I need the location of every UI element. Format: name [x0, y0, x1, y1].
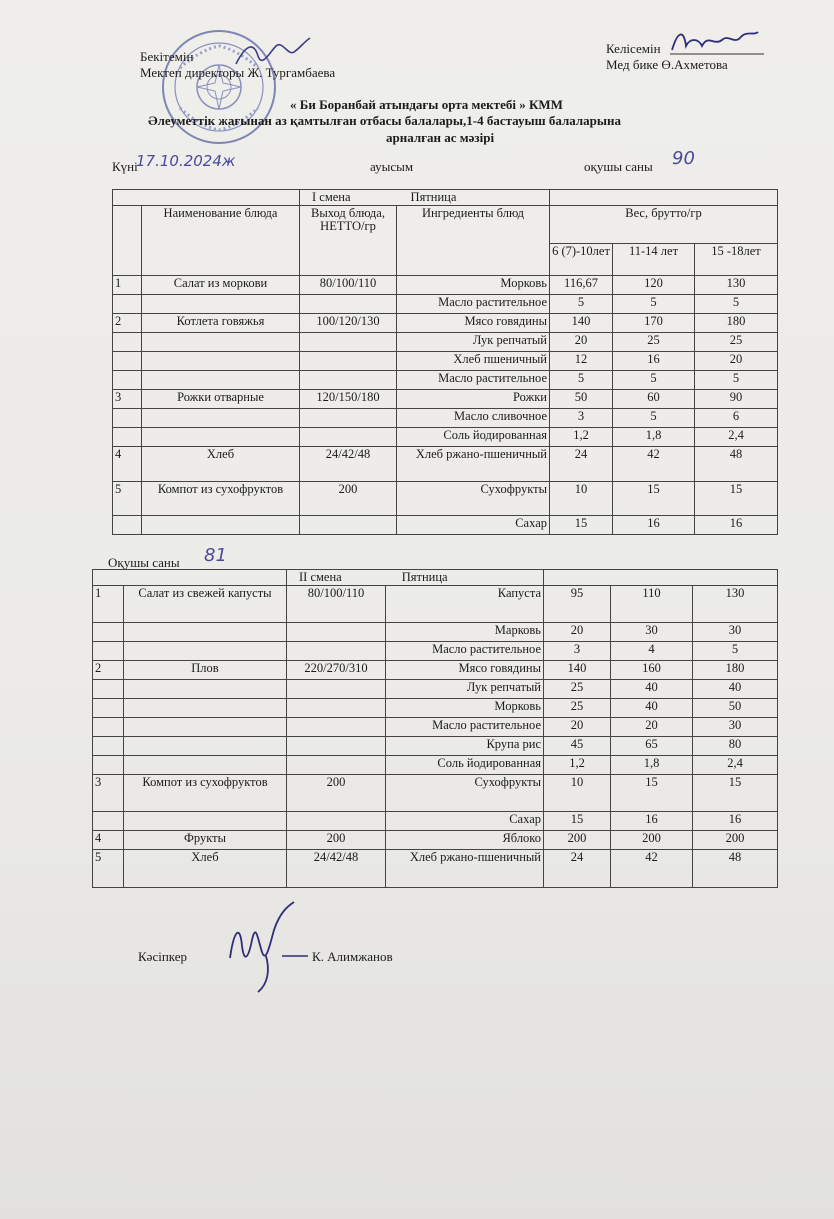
dish-name — [142, 428, 300, 447]
weight-age2: 60 — [613, 390, 695, 409]
table-row — [113, 390, 778, 409]
row-number — [113, 333, 142, 352]
ingredient: Масло растительное — [386, 718, 544, 737]
ingredient: Морковь — [386, 699, 544, 718]
age-group-1: 6 (7)-10лет — [550, 244, 613, 276]
weight-age1: 20 — [544, 718, 611, 737]
weight-age3: 80 — [693, 737, 778, 756]
weight-age3: 16 — [695, 516, 778, 535]
dish-yield — [287, 623, 386, 642]
age-group-2: 11-14 лет — [613, 244, 695, 276]
weight-age2: 15 — [613, 482, 695, 516]
dish-name — [124, 756, 287, 775]
ingredient: Масло растительное — [397, 371, 550, 390]
table1-body — [113, 276, 778, 535]
row-number: 3 — [93, 775, 124, 812]
weight-age1: 25 — [544, 699, 611, 718]
ingredient: Масло сливочное — [397, 409, 550, 428]
table-row — [113, 314, 778, 333]
dish-name — [142, 295, 300, 314]
row-number — [113, 295, 142, 314]
weight-age3: 30 — [693, 623, 778, 642]
dish-name: Рожки отварные — [142, 390, 300, 409]
school-name: « Би Боранбай атындағы орта мектебі » КММ — [290, 97, 563, 112]
pupils-value: 90 — [672, 148, 695, 169]
ingredient: Рожки — [397, 390, 550, 409]
col-weight: Вес, брутто/гр — [550, 206, 778, 244]
dish-yield: 200 — [300, 482, 397, 516]
dish-name — [142, 333, 300, 352]
weight-age3: 130 — [695, 276, 778, 295]
table-row — [113, 447, 778, 482]
weight-age1: 20 — [550, 333, 613, 352]
table-row — [93, 661, 778, 680]
shift-title: I смена — [312, 190, 351, 204]
dish-name — [124, 642, 287, 661]
weight-age1: 45 — [544, 737, 611, 756]
dish-yield: 24/42/48 — [287, 850, 386, 888]
weight-age1: 10 — [544, 775, 611, 812]
dish-yield: 24/42/48 — [300, 447, 397, 482]
nurse-signature — [668, 24, 768, 58]
director-name: Мектеп директоры Ж. Тургамбаева — [140, 65, 336, 80]
weight-age2: 15 — [611, 775, 693, 812]
weight-age3: 5 — [695, 371, 778, 390]
ingredient: Капуста — [386, 586, 544, 623]
nurse-name: Мед бике Ө.Ахметова — [606, 57, 728, 72]
dish-yield — [287, 737, 386, 756]
weight-age3: 130 — [693, 586, 778, 623]
weight-age3: 40 — [693, 680, 778, 699]
row-number: 4 — [113, 447, 142, 482]
ingredient: Яблоко — [386, 831, 544, 850]
weight-age3: 50 — [693, 699, 778, 718]
weight-age1: 24 — [544, 850, 611, 888]
weight-age2: 20 — [611, 718, 693, 737]
weight-age3: 30 — [693, 718, 778, 737]
table-row — [93, 718, 778, 737]
table-row — [113, 482, 778, 516]
table-row — [93, 812, 778, 831]
weight-age3: 200 — [693, 831, 778, 850]
pupils2-label: Оқушы саны — [108, 555, 180, 570]
approve-label: Бекітемін — [140, 49, 194, 64]
weight-age1: 140 — [544, 661, 611, 680]
dish-yield — [287, 718, 386, 737]
dish-yield — [300, 409, 397, 428]
weight-age2: 16 — [613, 516, 695, 535]
row-number: 1 — [113, 276, 142, 295]
ingredient: Хлеб ржано-пшеничный — [397, 447, 550, 482]
ingredient: Соль йодированная — [397, 428, 550, 447]
ingredient: Лук репчатый — [386, 680, 544, 699]
weight-age2: 5 — [613, 371, 695, 390]
entrepreneur-name: К. Алимжанов — [312, 949, 393, 964]
ingredient: Мясо говядины — [397, 314, 550, 333]
weight-age2: 16 — [611, 812, 693, 831]
weight-age2: 5 — [613, 409, 695, 428]
row-number — [93, 642, 124, 661]
dish-name — [124, 737, 287, 756]
weight-age1: 95 — [544, 586, 611, 623]
weight-age2: 1,8 — [611, 756, 693, 775]
weight-age3: 20 — [695, 352, 778, 371]
dish-yield — [300, 371, 397, 390]
weight-age3: 5 — [693, 642, 778, 661]
entrepreneur-signature — [222, 900, 312, 996]
row-number — [93, 737, 124, 756]
dish-yield: 200 — [287, 775, 386, 812]
table-row — [93, 586, 778, 623]
weight-age3: 2,4 — [695, 428, 778, 447]
dish-name — [142, 371, 300, 390]
weight-age1: 20 — [544, 623, 611, 642]
ingredient: Марковь — [386, 623, 544, 642]
ingredient: Хлеб пшеничный — [397, 352, 550, 371]
weight-age2: 42 — [613, 447, 695, 482]
weight-age1: 200 — [544, 831, 611, 850]
table-row — [93, 699, 778, 718]
dish-name — [124, 680, 287, 699]
weight-age3: 15 — [693, 775, 778, 812]
row-number — [113, 516, 142, 535]
weight-age3: 6 — [695, 409, 778, 428]
dish-name: Хлеб — [124, 850, 287, 888]
shift2-title: II смена — [299, 570, 342, 584]
weight-age1: 3 — [550, 409, 613, 428]
dish-name: Фрукты — [124, 831, 287, 850]
dish-yield: 120/150/180 — [300, 390, 397, 409]
weight-age1: 24 — [550, 447, 613, 482]
weight-age3: 180 — [693, 661, 778, 680]
weight-age3: 16 — [693, 812, 778, 831]
weight-age2: 120 — [613, 276, 695, 295]
menu-title-line2: арналған ас мәзірі — [386, 130, 495, 145]
dish-name — [124, 699, 287, 718]
shift-label: ауысым — [370, 159, 414, 174]
menu-table-shift1 — [112, 189, 778, 535]
weight-age1: 1,2 — [544, 756, 611, 775]
dish-name: Компот из сухофруктов — [124, 775, 287, 812]
col-dish-name: Наименование блюда — [142, 206, 300, 276]
weight-age1: 5 — [550, 371, 613, 390]
dish-yield — [300, 333, 397, 352]
dish-yield: 80/100/110 — [300, 276, 397, 295]
dish-name: Плов — [124, 661, 287, 680]
table-row — [113, 371, 778, 390]
dish-name: Компот из сухофруктов — [142, 482, 300, 516]
weight-age2: 110 — [611, 586, 693, 623]
ingredient: Лук репчатый — [397, 333, 550, 352]
col-ingredients: Ингредиенты блюд — [397, 206, 550, 276]
row-number — [113, 371, 142, 390]
row-number: 5 — [93, 850, 124, 888]
date-label: Күні — [112, 159, 138, 174]
weight-age3: 48 — [693, 850, 778, 888]
col-yield: Выход блюда, НЕТТО/гр — [300, 206, 397, 276]
weight-age2: 30 — [611, 623, 693, 642]
ingredient: Крупа рис — [386, 737, 544, 756]
row-number — [93, 718, 124, 737]
weight-age2: 25 — [613, 333, 695, 352]
table-row — [93, 775, 778, 812]
dish-name — [124, 623, 287, 642]
menu-title-line1: Әлеуметтік жағынан аз қамтылған отбасы балалары,1-4 бастауыш балаларына — [148, 113, 622, 128]
dish-name: Хлеб — [142, 447, 300, 482]
row-number — [113, 352, 142, 371]
dish-yield — [287, 756, 386, 775]
weight-age1: 1,2 — [550, 428, 613, 447]
dish-yield — [300, 428, 397, 447]
table-row — [93, 642, 778, 661]
date-value: 17.10.2024ж — [136, 152, 236, 170]
dish-yield: 80/100/110 — [287, 586, 386, 623]
pupils2-value: 81 — [204, 545, 227, 566]
row-number — [113, 409, 142, 428]
weight-age2: 5 — [613, 295, 695, 314]
weight-age1: 5 — [550, 295, 613, 314]
weight-age1: 15 — [550, 516, 613, 535]
dish-yield: 200 — [287, 831, 386, 850]
weight-age1: 15 — [544, 812, 611, 831]
row-number: 4 — [93, 831, 124, 850]
ingredient: Сухофрукты — [397, 482, 550, 516]
dish-name — [142, 409, 300, 428]
table-row — [93, 623, 778, 642]
weight-age1: 25 — [544, 680, 611, 699]
table2-body — [93, 586, 778, 888]
weight-age1: 50 — [550, 390, 613, 409]
ingredient: Масло растительное — [397, 295, 550, 314]
row-number: 2 — [93, 661, 124, 680]
weight-age3: 90 — [695, 390, 778, 409]
dish-yield — [300, 352, 397, 371]
dish-yield — [287, 642, 386, 661]
ingredient: Масло растительное — [386, 642, 544, 661]
weight-age3: 5 — [695, 295, 778, 314]
dish-name: Салат из моркови — [142, 276, 300, 295]
weight-age2: 65 — [611, 737, 693, 756]
dish-name — [124, 812, 287, 831]
table-row — [93, 850, 778, 888]
table-row — [113, 409, 778, 428]
table-row — [113, 333, 778, 352]
row-number — [113, 428, 142, 447]
weight-age3: 25 — [695, 333, 778, 352]
row-number — [93, 623, 124, 642]
weight-age1: 10 — [550, 482, 613, 516]
row-number — [93, 680, 124, 699]
day2-title: Пятница — [401, 570, 448, 584]
weight-age1: 140 — [550, 314, 613, 333]
day-title: Пятница — [410, 190, 457, 204]
director-signature — [232, 34, 312, 74]
weight-age2: 200 — [611, 831, 693, 850]
menu-table-shift2 — [92, 569, 778, 888]
dish-name — [142, 352, 300, 371]
dish-yield — [300, 295, 397, 314]
row-number: 1 — [93, 586, 124, 623]
entrepreneur-label: Кәсіпкер — [138, 949, 188, 964]
ingredient: Морковь — [397, 276, 550, 295]
weight-age3: 15 — [695, 482, 778, 516]
row-number — [93, 699, 124, 718]
table-row — [113, 352, 778, 371]
ingredient: Сухофрукты — [386, 775, 544, 812]
weight-age2: 170 — [613, 314, 695, 333]
agree-label: Келісемін — [606, 41, 661, 56]
weight-age1: 116,67 — [550, 276, 613, 295]
ingredient: Соль йодированная — [386, 756, 544, 775]
row-number — [93, 812, 124, 831]
table-row — [93, 737, 778, 756]
table-row — [93, 831, 778, 850]
weight-age2: 1,8 — [613, 428, 695, 447]
ingredient: Сахар — [397, 516, 550, 535]
table-row — [113, 276, 778, 295]
dish-yield: 100/120/130 — [300, 314, 397, 333]
weight-age2: 40 — [611, 680, 693, 699]
row-number: 2 — [113, 314, 142, 333]
table-row — [93, 756, 778, 775]
dish-name — [142, 516, 300, 535]
pupils-label: оқушы саны — [584, 159, 653, 174]
dish-name: Котлета говяжья — [142, 314, 300, 333]
row-number: 5 — [113, 482, 142, 516]
table-row — [93, 680, 778, 699]
weight-age2: 4 — [611, 642, 693, 661]
weight-age3: 2,4 — [693, 756, 778, 775]
weight-age2: 16 — [613, 352, 695, 371]
row-number: 3 — [113, 390, 142, 409]
table-row — [113, 516, 778, 535]
dish-yield: 220/270/310 — [287, 661, 386, 680]
ingredient: Хлеб ржано-пшеничный — [386, 850, 544, 888]
dish-yield — [287, 699, 386, 718]
weight-age2: 40 — [611, 699, 693, 718]
weight-age3: 48 — [695, 447, 778, 482]
dish-name: Салат из свежей капусты — [124, 586, 287, 623]
ingredient: Сахар — [386, 812, 544, 831]
weight-age3: 180 — [695, 314, 778, 333]
weight-age2: 42 — [611, 850, 693, 888]
age-group-3: 15 -18лет — [695, 244, 778, 276]
weight-age2: 160 — [611, 661, 693, 680]
weight-age1: 3 — [544, 642, 611, 661]
dish-yield — [300, 516, 397, 535]
dish-yield — [287, 812, 386, 831]
dish-name — [124, 718, 287, 737]
dish-yield — [287, 680, 386, 699]
weight-age1: 12 — [550, 352, 613, 371]
ingredient: Мясо говядины — [386, 661, 544, 680]
table-row — [113, 295, 778, 314]
table-row — [113, 428, 778, 447]
row-number — [93, 756, 124, 775]
